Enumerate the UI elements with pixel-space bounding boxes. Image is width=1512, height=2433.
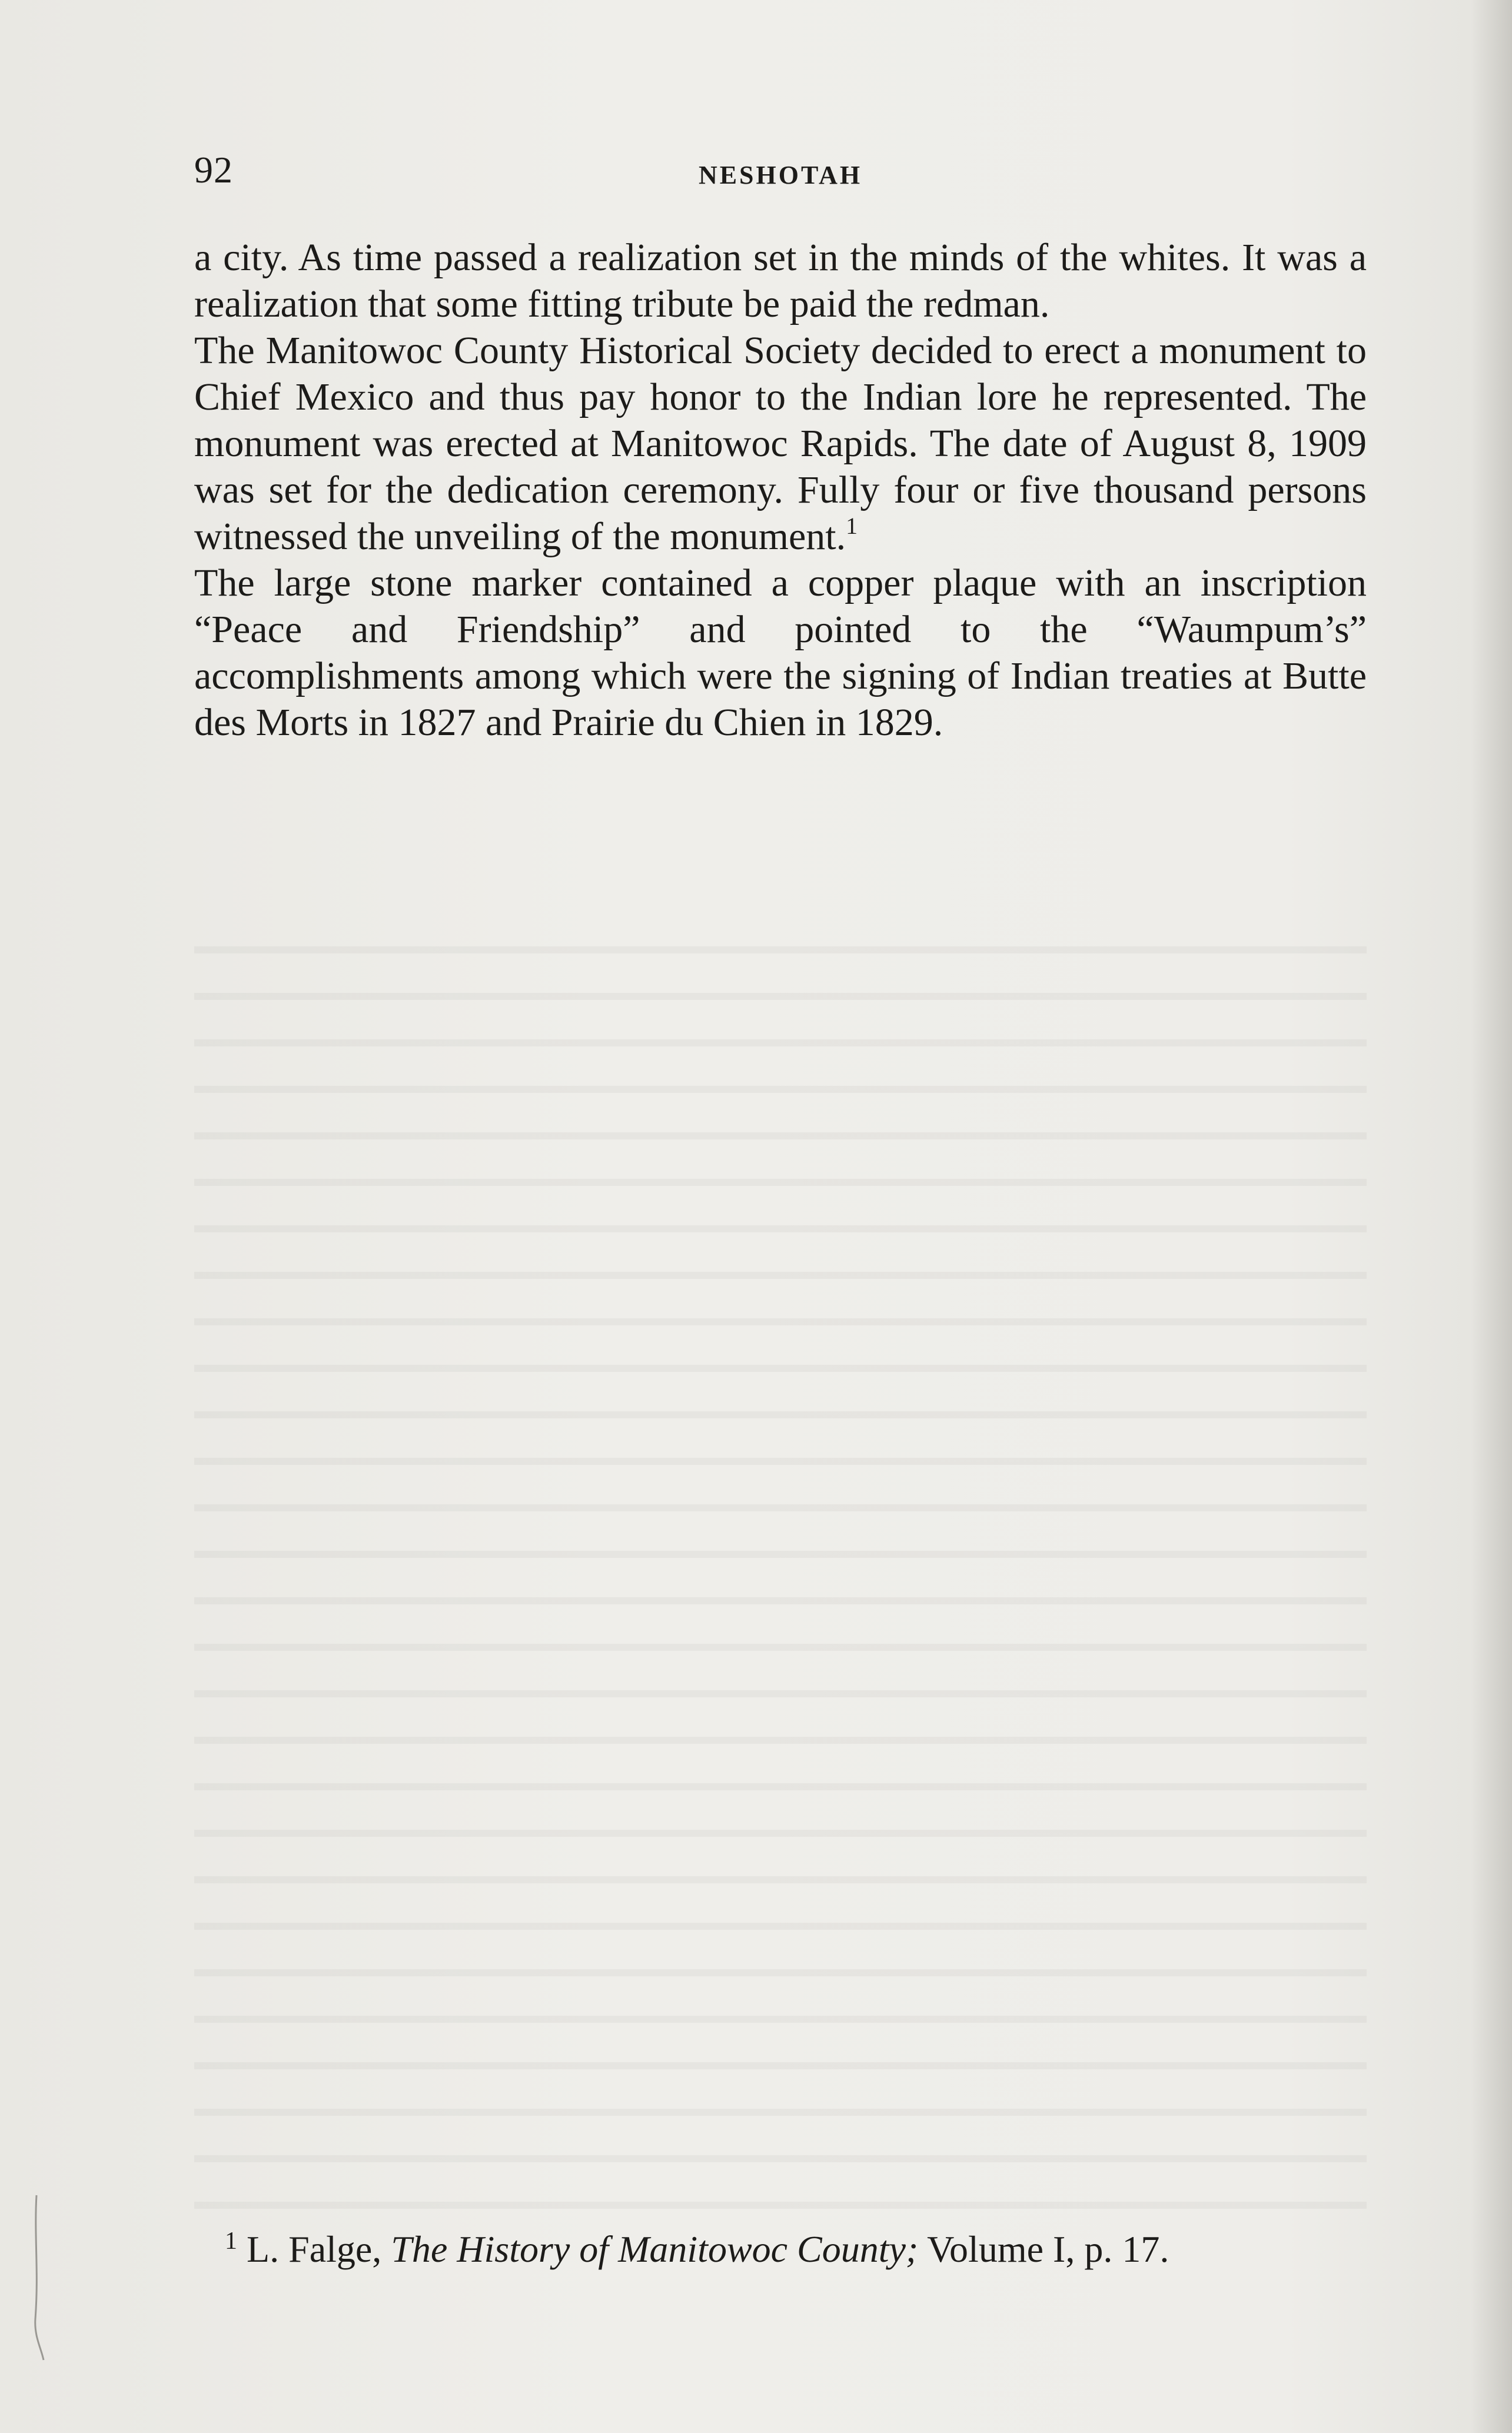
page-header (194, 148, 1367, 195)
paragraph-3-text: The large stone marker contained a copper plaque with an inscription “Peace and Friendship” and pointed to the “Waumpum’s” accomplishments among which were the signing of Indian treaties at Butte des Morts in 1827 and Prairie du Chien in 1829. (194, 561, 1367, 744)
paragraph-2 (194, 327, 1367, 560)
footnote-title: The History of Manitowoc County; (391, 2228, 919, 2270)
footnote (225, 2227, 1367, 2272)
body-text (194, 234, 1367, 746)
paragraph-1-text: a city. As time passed a realization set in the minds of the whites. It was a realization that some fitting tribute be paid the redman. (194, 236, 1367, 325)
paragraph-1 (194, 234, 1367, 327)
margin-pencil-mark (28, 2189, 46, 2366)
paragraph-3 (194, 560, 1367, 746)
footnote-citation: Volume I, p. 17. (927, 2228, 1169, 2270)
page-number: 92 (194, 149, 233, 191)
footnote-marker: 1 (225, 2228, 237, 2255)
running-head: NESHOTAH (698, 161, 863, 190)
footnote-author: L. Falge, (247, 2228, 382, 2270)
bleed-through-text (194, 918, 1367, 2213)
footnote-reference: 1 (846, 513, 858, 539)
spine-shadow (1471, 0, 1512, 2433)
paragraph-2-text: The Manitowoc County Historical Society decided to erect a monument to Chief Mexico and thus pay honor to the Indian lore he represented. The monument was erected at Manitowoc Rapids. The date of August 8, 1909 was set for the dedication ceremony. Fully four or five thousand persons witnessed the unveiling of the monument. (194, 329, 1367, 558)
